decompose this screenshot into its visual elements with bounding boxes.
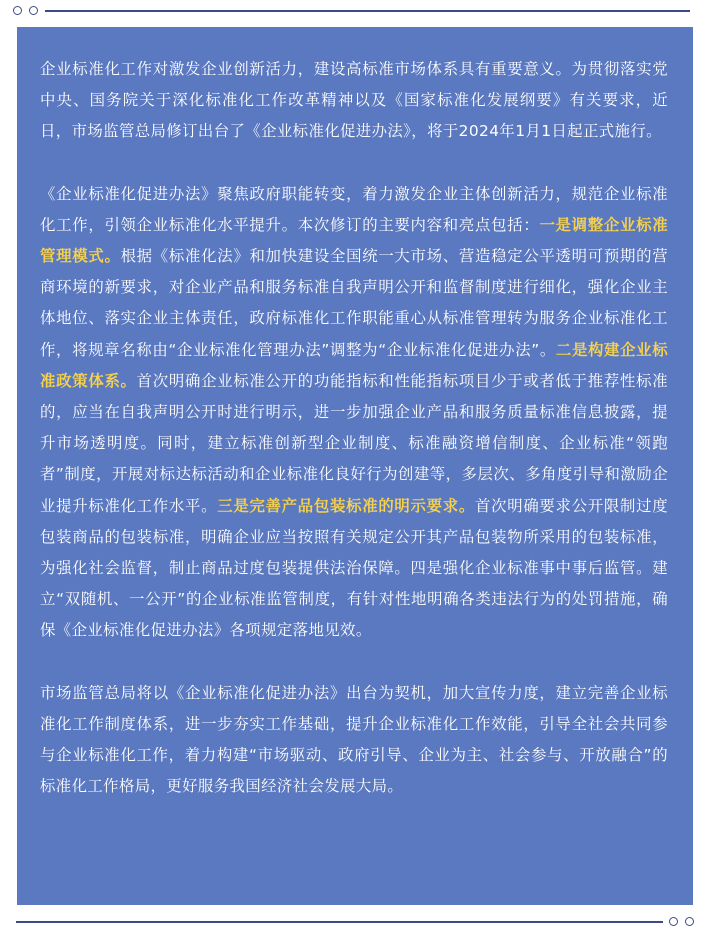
top-decoration xyxy=(0,0,704,20)
decor-circle-icon xyxy=(13,6,22,15)
article-paragraph xyxy=(40,678,668,803)
article-paragraph xyxy=(40,54,668,148)
paragraph-text: 首次明确企业标准公开的功能指标和性能指标项目少于或者低于推荐性标准的，应当在自我声明公开时进行明示，进一步加强企业产品和服务质量标准信息披露，提升市场透明度。同时，建立标准创新型企业制度、标准融资增信制度、企业标准“领跑者”制度，开展对标达标活动和企业标准化良好行为创建等，多层次、多角度引导和激励企业提升标准化工作水平。 xyxy=(40,371,668,515)
decor-divider-line xyxy=(45,10,690,12)
paragraph-text: 《企业标准化促进办法》聚焦政府职能转变，着力激发企业主体创新活力，规范企业标准化工作，引领企业标准化水平提升。本次修订的主要内容和亮点包括： xyxy=(40,184,668,234)
decor-divider-line xyxy=(16,921,663,923)
highlighted-key-point: 一是调整企业标准管理模式。 xyxy=(40,215,669,266)
decor-circle-icon xyxy=(685,917,694,926)
decor-circle-icon xyxy=(669,917,678,926)
paragraph-text: 根据《标准化法》和加快建设全国统一大市场、营造稳定公平透明可预期的营商环境的新要求，对企业产品和服务标准自我声明公开和监督制度进行细化，强化企业主体地位、落实企业主体责任，政府标准化工作职能重心从标准管理转为服务企业标准化工作，将规章名称由“企业标准化管理办法”调整为“企业标准化促进办法”。 xyxy=(40,247,668,359)
bottom-decoration xyxy=(0,911,704,931)
article-body xyxy=(40,54,668,833)
highlighted-key-point: 三是完善产品包装标准的明示要求。 xyxy=(217,496,475,515)
paragraph-text: 首次明确要求公开限制过度包装商品的包装标准，明确企业应当按照有关规定公开其产品包装物所采用的包装标准，为强化社会监督，制止商品过度包装提供法治保障。四是强化企业标准事中事后监管。建立“双随机、一公开”的企业标准监管制度，有针对性地明确各类违法行为的处罚措施，确保《企业标准化促进办法》各项规定落地见效。 xyxy=(40,496,668,640)
paragraph-text: 市场监管总局将以《企业标准化促进办法》出台为契机，加大宣传力度，建立完善企业标准化工作制度体系，进一步夯实工作基础，提升企业标准化工作效能，引导全社会共同参与企业标准化工作，着力构建“市场驱动、政府引导、企业为主、社会参与、开放融合”的标准化工作格局，更好服务我国经济社会发展大局。 xyxy=(40,683,668,796)
article-paragraph xyxy=(40,179,668,647)
highlighted-key-point: 二是构建企业标准政策体系。 xyxy=(40,340,668,390)
decor-circle-icon xyxy=(29,6,38,15)
paragraph-text: 企业标准化工作对激发企业创新活力，建设高标准市场体系具有重要意义。为贯彻落实党中央、国务院关于深化标准化工作改革精神以及《国家标准化发展纲要》有关要求，近日，市场监管总局修订出台了《企业标准化促进办法》，将于2024年1月1日起正式施行。 xyxy=(40,60,668,141)
